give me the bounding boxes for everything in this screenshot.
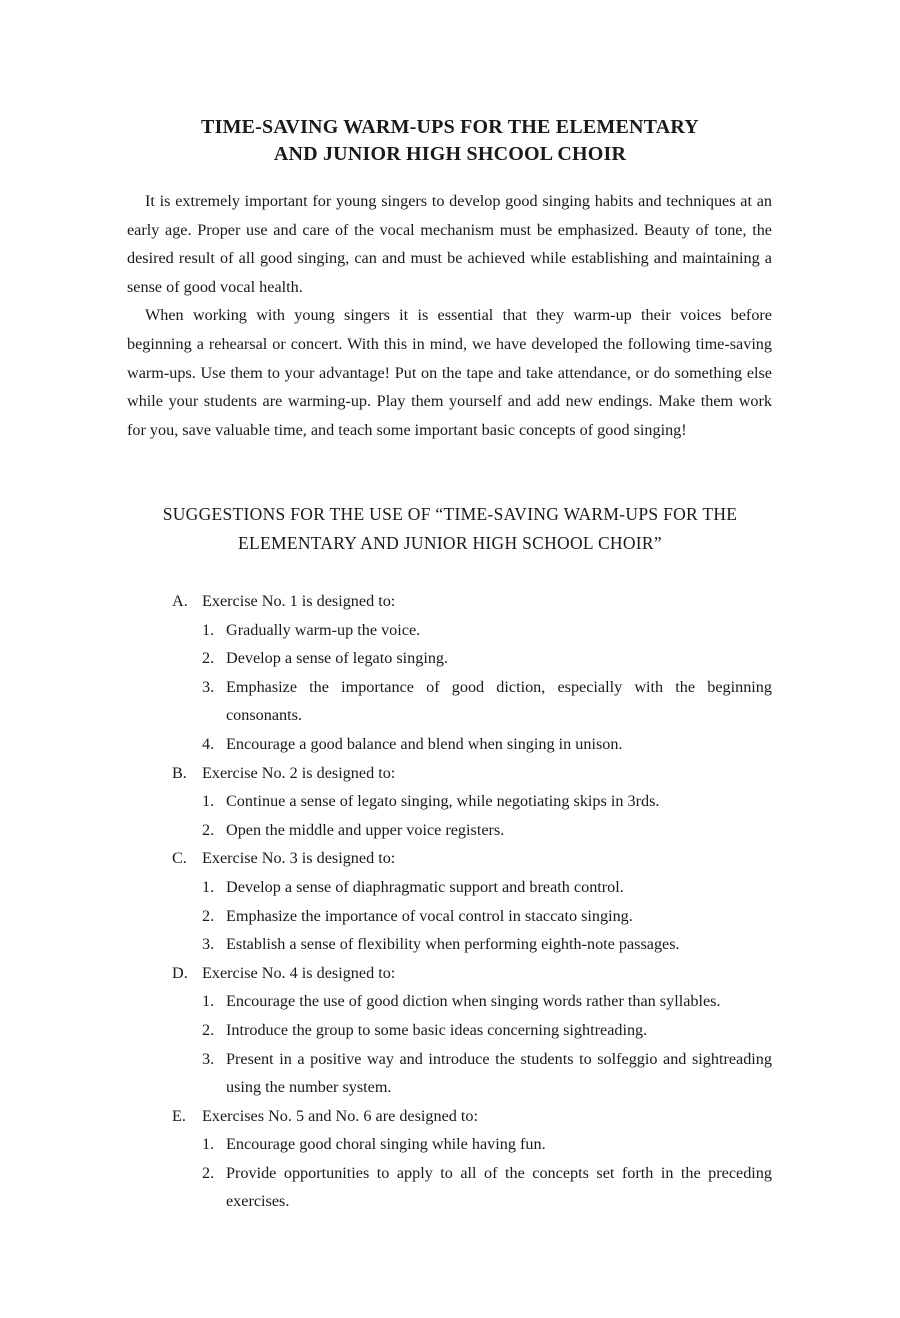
outline-section <box>172 587 772 759</box>
list-item-text: Open the middle and upper voice registers. <box>226 820 505 839</box>
section-item-list <box>172 616 772 759</box>
list-item-number: 3. <box>202 1049 215 1068</box>
list-item <box>172 930 772 959</box>
section-letter: B. <box>172 763 187 782</box>
list-item-text: Develop a sense of legato singing. <box>226 649 449 668</box>
list-item <box>172 787 772 816</box>
list-item <box>172 902 772 931</box>
exercise-outline <box>172 587 772 1216</box>
section-heading <box>172 844 772 873</box>
list-item-number: 1. <box>202 1135 215 1154</box>
outline-section <box>172 959 772 1102</box>
title-line-1: TIME-SAVING WARM-UPS FOR THE ELEMENTARY <box>201 116 699 138</box>
list-item-number: 1. <box>202 620 215 639</box>
list-item-text: Encourage the use of good diction when singing words rather than syllables. <box>226 992 721 1011</box>
list-item-text: Establish a sense of flexibility when performing eighth-note passages. <box>226 935 680 954</box>
section-item-list <box>172 873 772 959</box>
section-title: Exercise No. 4 is designed to: <box>202 963 396 982</box>
list-item-text: Present in a positive way and introduce the students to solfeggio and sightreading using the number system. <box>226 1049 772 1097</box>
intro-paragraph-2: When working with young singers it is essential that they warm-up their voices before beginning a rehearsal or concert. With this in mind, we have developed the following time-saving warm-ups. Use them to your advantage! Put on the tape and take attendance, or do something else while your students are warming-up. Play them yourself and add new endings. Make them work for you, save valuable time, and teach some important basic concepts of good singing! <box>127 306 772 439</box>
list-item-text: Emphasize the importance of good diction, especially with the beginning consonants. <box>226 677 772 725</box>
list-item-number: 1. <box>202 792 215 811</box>
list-item <box>172 730 772 759</box>
list-item-text: Emphasize the importance of vocal control in staccato singing. <box>226 906 633 925</box>
list-item-text: Continue a sense of legato singing, while negotiating skips in 3rds. <box>226 792 660 811</box>
list-item-text: Encourage good choral singing while having fun. <box>226 1135 546 1154</box>
list-item <box>172 673 772 730</box>
section-item-list <box>172 787 772 844</box>
section-title: Exercise No. 1 is designed to: <box>202 592 396 610</box>
section-item-list <box>172 1130 772 1216</box>
section-title: Exercise No. 3 is designed to: <box>202 849 396 868</box>
list-item <box>172 816 772 845</box>
section-letter: E. <box>172 1106 186 1125</box>
list-item <box>172 1045 772 1102</box>
list-item-text: Gradually warm-up the voice. <box>226 620 421 639</box>
list-item <box>172 873 772 902</box>
list-item-number: 2. <box>202 820 215 839</box>
list-item-number: 2. <box>202 1020 215 1039</box>
title-line-2: AND JUNIOR HIGH SHCOOL CHOIR <box>273 143 627 165</box>
list-item-number: 1. <box>202 992 215 1011</box>
list-item-text: Encourage a good balance and blend when singing in unison. <box>226 734 623 753</box>
intro-paragraph-1: It is extremely important for young singers to develop good singing habits and techniques at an early age. Proper use and care of the vocal mechanism must be emphasized. Beauty of tone, the desired result of all good singing, can and must be achieved while establishing and maintaining a sense of good vocal health. <box>127 192 772 296</box>
list-item <box>172 616 772 645</box>
list-item <box>172 644 772 673</box>
list-item-number: 1. <box>202 877 215 896</box>
outline-section <box>172 844 772 958</box>
section-heading <box>172 759 772 788</box>
list-item-text: Introduce the group to some basic ideas concerning sightreading. <box>226 1020 648 1039</box>
section-heading <box>172 959 772 988</box>
section-title: Exercises No. 5 and No. 6 are designed to: <box>202 1106 479 1125</box>
suggestions-heading-line-2: ELEMENTARY AND JUNIOR HIGH SCHOOL CHOIR” <box>238 533 662 553</box>
section-letter: D. <box>172 963 188 982</box>
list-item-number: 3. <box>202 677 215 696</box>
page-title <box>0 114 900 168</box>
list-item-number: 2. <box>202 1163 215 1182</box>
list-item-number: 3. <box>202 935 215 954</box>
section-item-list <box>172 987 772 1101</box>
outline-section <box>172 1102 772 1216</box>
list-item <box>172 987 772 1016</box>
list-item-number: 2. <box>202 906 215 925</box>
list-item-text: Develop a sense of diaphragmatic support and breath control. <box>226 877 624 896</box>
intro-text <box>127 187 772 444</box>
section-heading <box>172 587 772 616</box>
list-item <box>172 1016 772 1045</box>
list-item <box>172 1159 772 1216</box>
list-item <box>172 1130 772 1159</box>
list-item-text: Provide opportunities to apply to all of the concepts set forth in the preceding exercises. <box>226 1163 772 1211</box>
list-item-number: 4. <box>202 734 215 753</box>
section-heading <box>172 1102 772 1131</box>
section-title: Exercise No. 2 is designed to: <box>202 763 396 782</box>
suggestions-heading <box>0 500 900 558</box>
list-item-number: 2. <box>202 649 215 668</box>
outline-section <box>172 759 772 845</box>
suggestions-heading-line-1: SUGGESTIONS FOR THE USE OF “TIME-SAVING WARM-UPS FOR THE <box>162 504 738 524</box>
section-letter: C. <box>172 849 187 868</box>
section-letter: A. <box>172 592 188 610</box>
